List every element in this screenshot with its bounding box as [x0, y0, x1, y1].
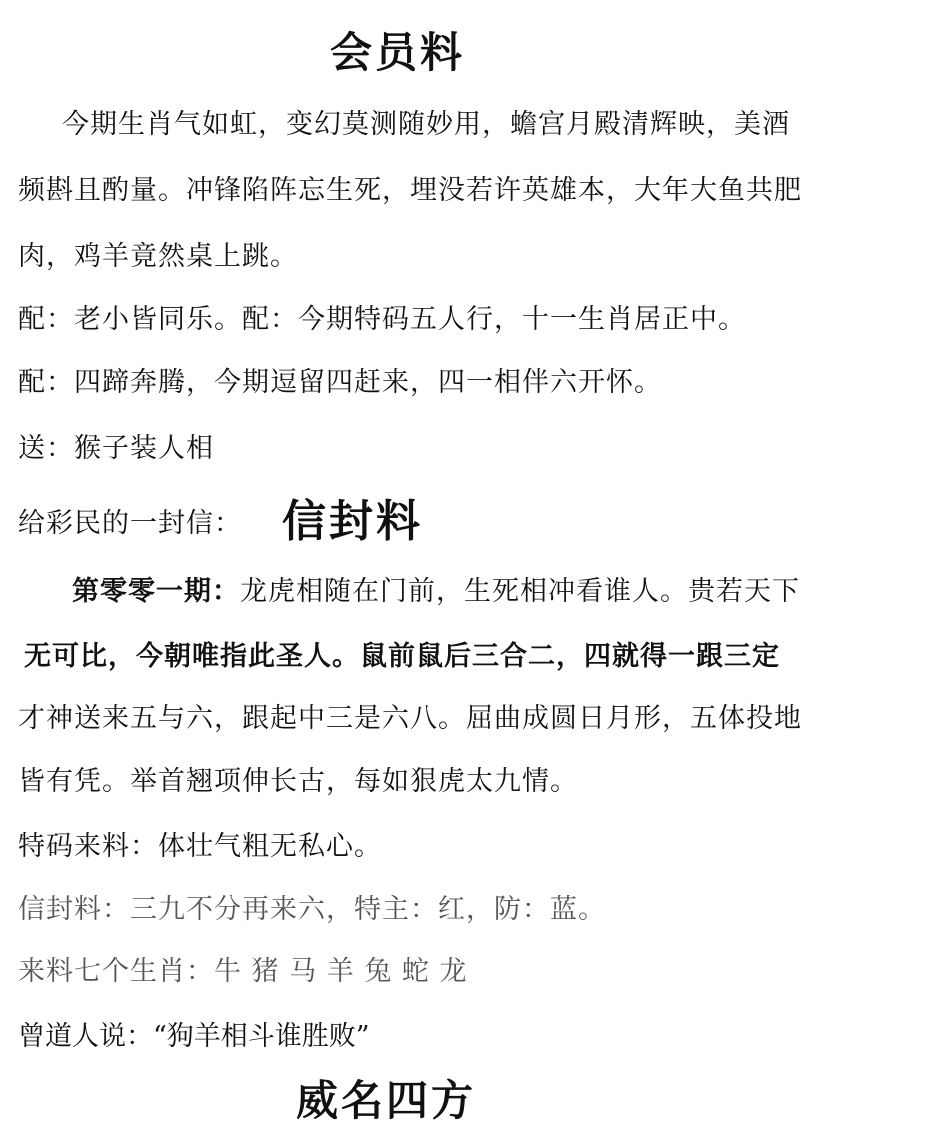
- issue-text: 龙虎相随在门前，生死相冲看谁人。贵若天下: [240, 576, 800, 607]
- issue-label: 第零零一期：: [72, 576, 240, 607]
- section-title-huiyuan: 会员料: [330, 28, 466, 77]
- letter-line: 无可比，今朝唯指此圣人。鼠前鼠后三合二，四就得一跟三定: [24, 641, 780, 672]
- xinfeng-line: 信封料：三九不分再来六，特主：红，防：蓝。: [18, 894, 606, 925]
- pei-line: 配：老小皆同乐。配：今期特码五人行，十一生肖居正中。: [18, 304, 746, 335]
- section-title-weiming: 威名四方: [296, 1076, 477, 1125]
- tema-line: 特码来料：体壮气粗无私心。: [18, 831, 382, 862]
- letter-intro-row: [18, 496, 423, 547]
- letter-line: 皆有凭。举首翘项伸长古，每如狠虎太九情。: [18, 766, 578, 797]
- letter-line: 才神送来五与六，跟起中三是六八。屈曲成圆日月形，五体投地: [18, 703, 802, 734]
- issue-line: [72, 575, 800, 609]
- daoren-line: 曾道人说：“狗羊相斗谁胜败”: [18, 1021, 370, 1052]
- song-line: 送：猴子装人相: [18, 433, 214, 464]
- poem-line: 今期生肖气如虹，变幻莫测随妙用，蟾宫月殿清辉映，美酒: [62, 109, 790, 140]
- pei-line: 配：四蹄奔腾，今期逗留四赶来，四一相伴六开怀。: [18, 367, 662, 398]
- poem-line: 频斟且酌量。冲锋陷阵忘生死，埋没若许英雄本，大年大鱼共肥: [18, 175, 802, 206]
- letter-intro: 给彩民的一封信：: [18, 508, 242, 539]
- laoliao-line: 来料七个生肖：牛 猪 马 羊 兔 蛇 龙: [18, 956, 468, 987]
- section-title-xinfeng: 信封料: [282, 496, 423, 547]
- poem-line: 肉，鸡羊竟然桌上跳。: [18, 241, 298, 272]
